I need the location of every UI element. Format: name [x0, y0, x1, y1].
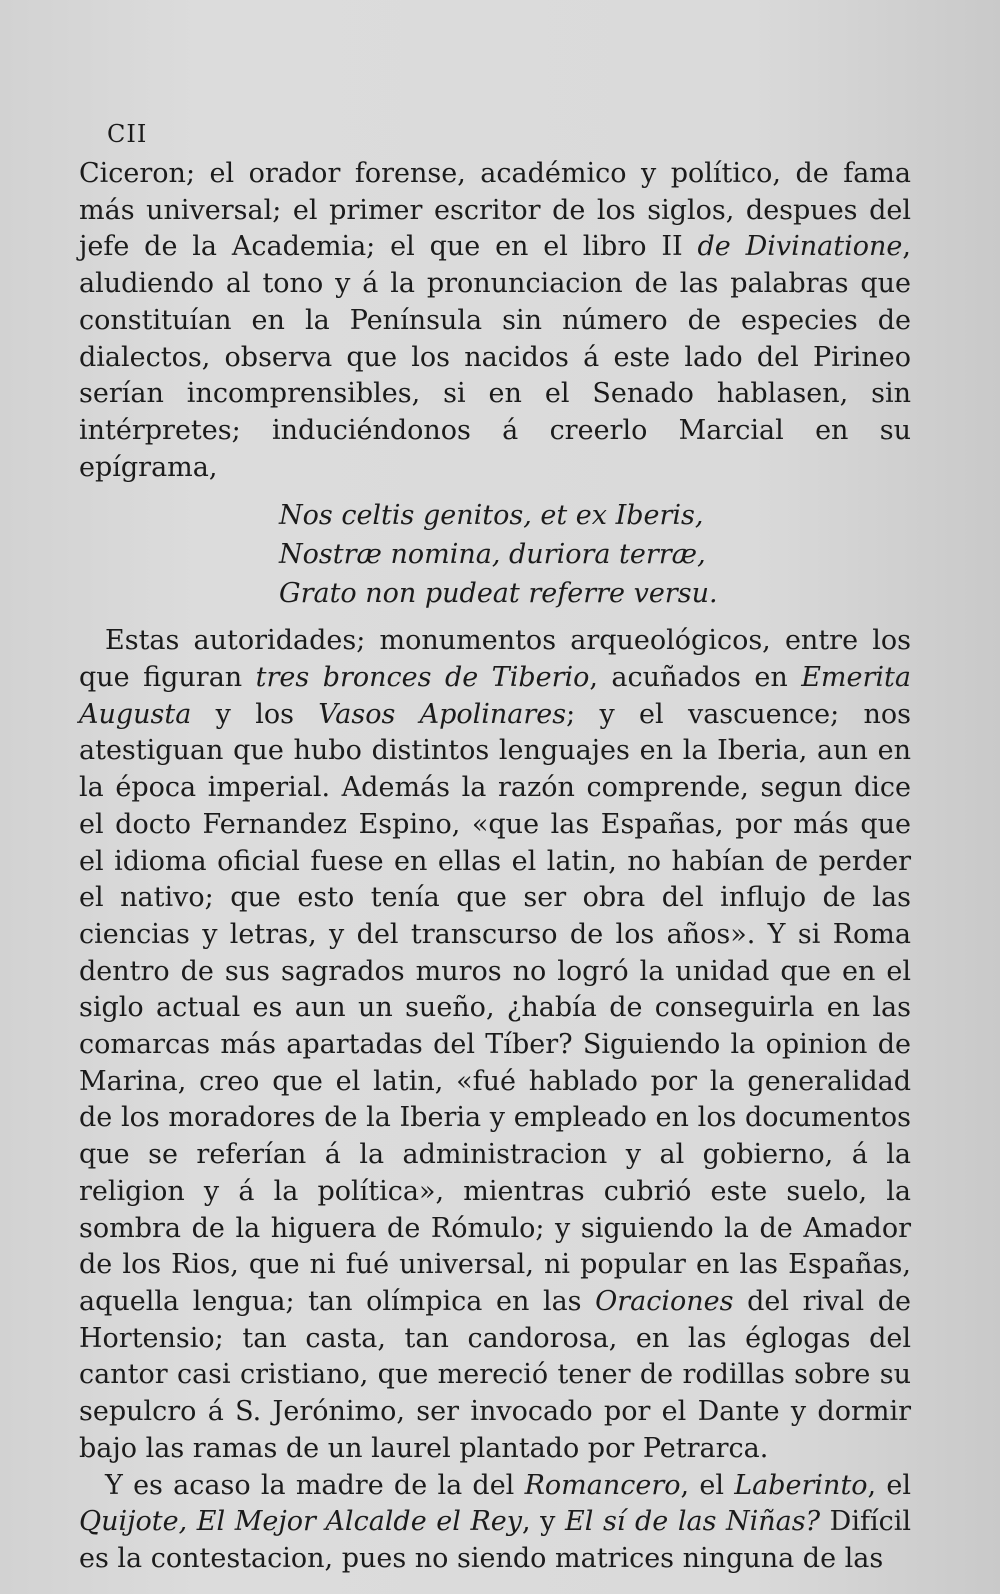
p2-italic-3: Vasos Apolinares	[318, 698, 567, 730]
body-text	[79, 156, 911, 1578]
p3-italic-2: Laberinto	[734, 1469, 868, 1501]
verse-line-2: Nostræ nomina, duriora terræ,	[279, 539, 706, 571]
paragraph-3	[79, 1468, 911, 1578]
p3-text-3: , el	[867, 1469, 911, 1501]
verse-line-1: Nos celtis genitos, et ex Iberis,	[279, 500, 704, 532]
p3-text-2: , el	[680, 1469, 735, 1501]
p3-italic-3: Quijote, El Mejor Alcalde el Rey	[79, 1506, 523, 1538]
p2-text-2: , acuñados en	[589, 662, 802, 694]
page-number: CII	[107, 120, 148, 148]
p3-text-4: , y	[522, 1506, 566, 1538]
paragraph-1-text: Ciceron; el orador forense, académico y político, de fama más universal; el primer escritor de los siglos, despues del jefe de la Academia; el que en el libro II	[79, 158, 911, 263]
italic-de-divinatione: de Divinatione	[697, 231, 903, 263]
p3-text-1: Y es acaso la madre de la del	[105, 1469, 525, 1501]
paragraph-1-rest: , aludiendo al tono y á la pronunciacion de las palabras que constituían en la Península sin número de especies de dialectos, observa que los nacidos á este lado del Pirineo serían incomprensibles, si en el Senado hablasen, sin intérpretes; induciéndonos á creerlo Marcial en su epígrama,	[79, 231, 911, 483]
p3-italic-1: Romancero	[524, 1469, 681, 1501]
p2-italic-4: Oraciones	[595, 1285, 734, 1317]
p2-text-1: Estas autoridades; monumentos arqueológicos, entre los que figuran	[79, 625, 911, 694]
p3-italic-4: El sí de las Niñas?	[565, 1506, 821, 1538]
verse-line-3: Grato non pudeat referre versu.	[279, 578, 718, 610]
p2-text-4: ; y el vascuence; nos atestiguan que hubo distintos lenguajes en la Iberia, aun en la época imperial. Además la razón comprende, segun dice el docto Fernandez Espino, «que las Españas, por más que el idioma oficial fuese en ellas el latin, no habían de perder el nativo; que esto tenía que ser obra del influjo de las ciencias y letras, y del transcurso de los años». Y si Roma dentro de sus sagrados muros no logró la unidad que en el siglo actual es aun un sueño, ¿había de conseguirla en las comarcas más apartadas del Tíber? Siguiendo la opinion de Marina, creo que el latin, «fué hablado por la generalidad de los moradores de la Iberia y empleado en los documentos que se referían á la administracion y al gobierno, á la religion y á la política», mientras cubrió este suelo, la sombra de la higuera de Rómulo; y siguiendo la de Amador de los Rios, que ni fué universal, ni popular en las Españas, aquella lengua; tan olímpica en las	[79, 698, 912, 1317]
latin-verse	[279, 496, 911, 613]
p2-italic-2: Emerita Augusta	[79, 662, 911, 730]
p2-text-5: del rival de Hortensio; tan casta, tan candorosa, en las églogas del cantor casi cristiano, que mereció tener de rodillas sobre su sepulcro á S. Jerónimo, ser invocado por el Dante y dormir bajo las ramas de un laurel plantado por Petrarca.	[79, 1285, 911, 1464]
p3-text-5: Difícil es la contestacion, pues no siendo matrices ninguna de las	[79, 1506, 911, 1574]
p2-text-3: y los	[191, 698, 319, 730]
p2-italic-1: tres bronces de Tiberio	[255, 662, 590, 694]
paragraph-1	[79, 156, 911, 486]
paragraph-2	[79, 623, 911, 1467]
